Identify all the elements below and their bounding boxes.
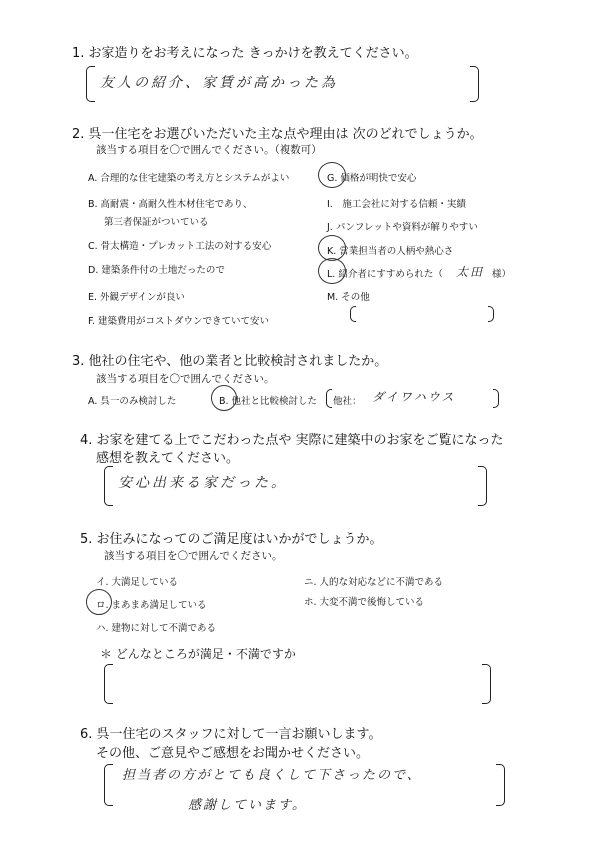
q5-followup: ＊ どんなところが満足・不満ですか: [100, 647, 296, 661]
q3-instruction: 該当する項目を〇で囲んでください。: [96, 373, 275, 385]
q3-bracket-left: [326, 389, 332, 408]
q2-option-i: I. 施工会社に対する信頼・実績: [327, 199, 466, 210]
q4-bracket-left: [104, 466, 113, 506]
q1-bracket-right: [470, 66, 479, 102]
q1-answer: 友人の紹介、家賃が高かった為: [100, 75, 338, 91]
q2-option-l: L. 紹介者にすすめられた（: [327, 269, 443, 280]
q3-option-b: B. 他社と比較検討した: [219, 396, 318, 407]
q2-option-j: J. パンフレットや資料が解りやすい: [327, 222, 478, 233]
q1-title: 1. お家造りをお考えになった きっかけを教えてください。: [72, 46, 418, 61]
q2-option-m: M. その他: [327, 292, 370, 303]
q6-title-line2: その他、ご意見やご感想をお聞かせください。: [96, 746, 370, 761]
q2-other-bracket-left: [350, 306, 356, 322]
q4-title-line1: 4. お家を建てる上でこだわった点や 実際に建築中のお家をご覧になった: [80, 433, 504, 448]
q2-option-c: C. 骨太構造・プレカット工法の対する安心: [88, 241, 272, 252]
q2-option-e: E. 外観デザインが良い: [88, 292, 185, 303]
q3-circle-b: [211, 385, 237, 411]
q5-option-ha: ハ. 建物に対して不満である: [96, 623, 217, 634]
q2-option-b: B. 高耐震・高耐久性木材住宅であり、: [88, 199, 253, 210]
q4-answer: 安心出来る家だった。: [118, 475, 288, 491]
q2-instruction: 該当する項目を〇で囲んでください。（複数可）: [96, 144, 322, 156]
q5-option-ro: ロ. まあまあ満足している: [96, 600, 207, 611]
q5-title: 5. お住みになってのご満足度はいかがでしょうか。: [80, 532, 383, 547]
q2-circle-l: [318, 258, 346, 284]
q3-title: 3. 他社の住宅や、他の業者と比較検討されましたか。: [72, 354, 388, 369]
q2-option-a: A. 合理的な住宅建築の考え方とシステムがよい: [88, 173, 290, 184]
q6-bracket-right: [496, 764, 505, 806]
q6-bracket-left: [104, 764, 113, 806]
q2-option-b-cont: 第三者保証がついている: [104, 217, 209, 228]
q6-answer-line2: 感謝しています。: [188, 798, 307, 813]
q2-option-l-suffix: 様）: [492, 269, 512, 280]
q3-company-answer: ダイワハウス: [372, 390, 456, 404]
q5-option-ho: ホ. 大変不満で後悔している: [304, 597, 425, 608]
q3-option-a: A. 呉一のみ検討した: [88, 396, 177, 407]
q2-option-k: K. 営業担当者の人柄や熱心さ: [327, 246, 454, 257]
q6-answer-line1: 担当者の方がとても良くして下さったので、: [122, 768, 422, 783]
q5-bracket-right: [482, 664, 491, 704]
q2-circle-g: [318, 162, 346, 188]
q5-instruction: 該当する項目を〇で囲んでください。: [104, 550, 283, 562]
q3-bracket-right: [493, 389, 499, 408]
q5-option-ni: ニ. 人的な対応などに不満である: [304, 577, 444, 588]
q1-bracket-left: [86, 66, 95, 102]
q2-referrer-name: 太田: [456, 265, 485, 279]
q3-company-label: 他社：: [333, 396, 362, 407]
q2-option-g: G. 価格が明快で安心: [327, 173, 417, 184]
q2-option-d: D. 建築条件付の土地だったので: [88, 265, 225, 276]
q6-title-line1: 6. 呉一住宅のスタッフに対して一言お願いします。: [80, 727, 382, 742]
q2-title: 2. 呉一住宅をお選びいただいた主な点や理由は 次のどれでしょうか。: [72, 127, 483, 142]
q5-bracket-left: [104, 664, 113, 704]
q4-bracket-right: [478, 466, 487, 506]
q4-title-line2: 感想を教えてください。: [96, 451, 240, 466]
q2-option-f: F. 建築費用がコストダウンできていて安い: [88, 316, 269, 327]
q2-other-bracket-right: [488, 306, 494, 322]
q5-circle-ro: [86, 589, 112, 615]
q5-option-i: イ. 大満足している: [96, 577, 179, 588]
